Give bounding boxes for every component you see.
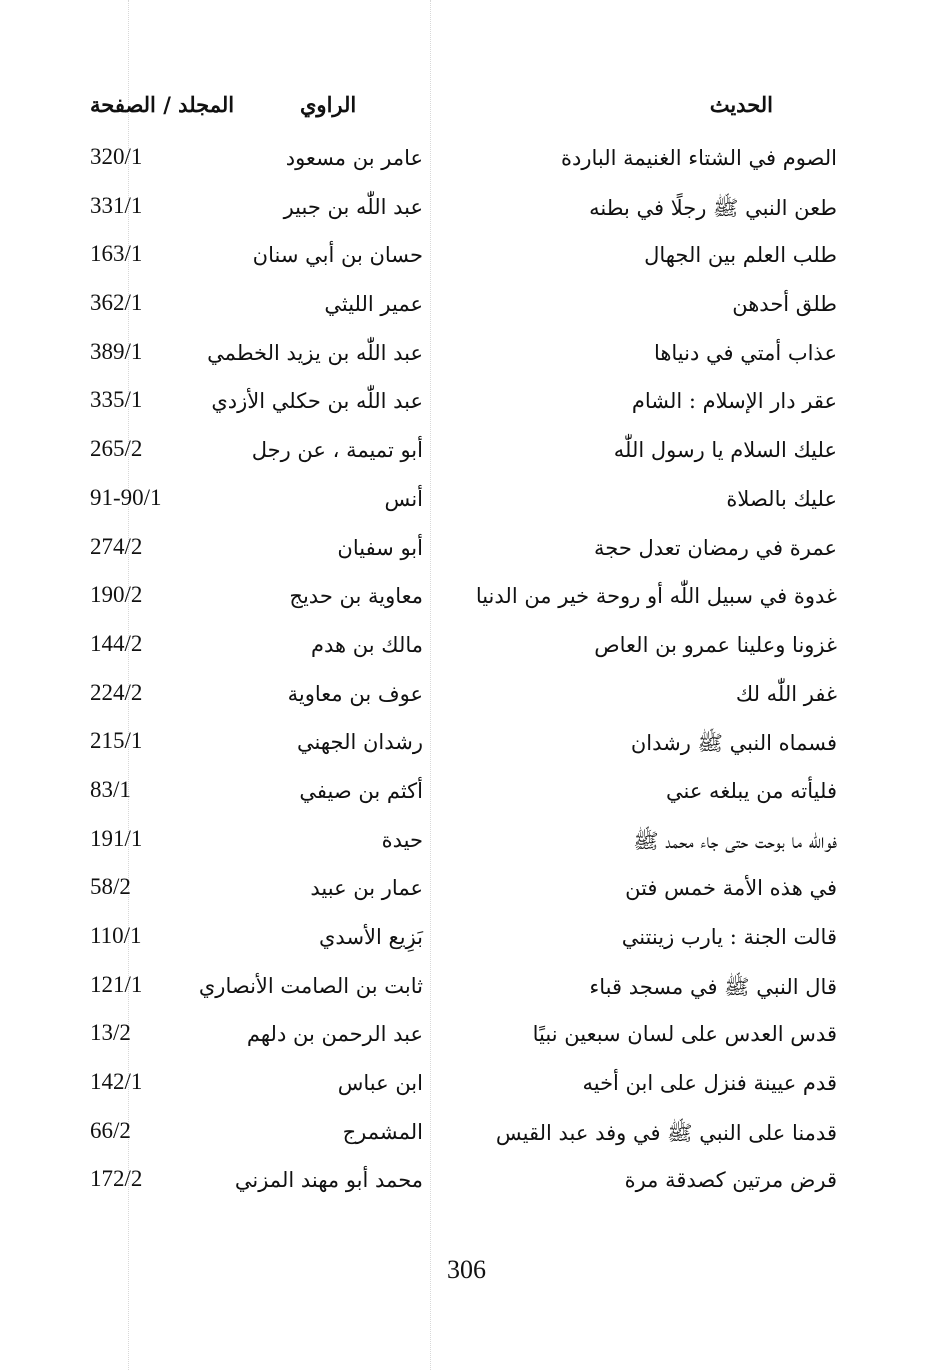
narrator: مالك بن هدم [310,632,423,657]
hadith-text: قدم عيينة فنزل على ابن أخيه [582,1071,837,1096]
table-row [0,627,933,676]
table-row [0,822,933,871]
table-row [0,1016,933,1065]
table-row [0,530,933,579]
narrator: عبد اللّٰه بن يزيد الخطمي [207,340,423,365]
hadith-text: غفر اللّٰه لك [735,681,837,706]
table-row [0,140,933,189]
table-row [0,578,933,627]
narrator: حيدة [381,827,423,852]
narrator: أنس [384,486,423,511]
hadith-text: قالت الجنة : يارب زينتني [621,925,837,949]
table-row [0,968,933,1017]
page-number: 306 [447,1255,486,1284]
volume-page-ref: 144/2 [90,630,143,656]
narrator: رشدان الجهني [297,730,423,755]
volume-page-ref: 265/2 [90,436,143,462]
volume-page-ref: 335/1 [90,387,143,413]
volume-page-ref: 320/1 [90,144,143,169]
narrator: عوف بن معاوية [287,681,423,706]
hadith-text: قدس العدس على لسان سبعين نبيًا [532,1022,837,1047]
table-row [0,724,933,773]
table-row [0,286,933,335]
volume-page-ref: 163/1 [90,241,143,267]
hadith-text: طلب العلم بين الجهال [644,243,837,268]
volume-page-ref: 362/1 [90,290,143,316]
table-row [0,919,933,968]
hadith-text: عقر دار الإسلام : الشام [631,389,837,414]
hadith-text: الصوم في الشتاء الغنيمة الباردة [560,146,837,170]
narrator: بَزِيع الأسدي [319,925,423,949]
table-row [0,870,933,919]
volume-page-ref: 274/2 [90,533,143,559]
hadith-text: عليك السلام يا رسول اللّٰه [613,438,837,463]
narrator: عامر بن مسعود [285,146,423,170]
hadith-text: فواللّٰه ما بوحت حتى جاء محمد ﷺ [633,828,837,853]
table-row [0,676,933,725]
narrator: عبد اللّٰه بن حكلي الأزدي [211,389,423,414]
volume-page-ref: 66/2 [90,1117,131,1143]
table-row [0,335,933,384]
hadith-text: في هذه الأمة خمس فتن [625,876,837,901]
hadith-index-table [0,140,933,1211]
narrator: أبو سفيان [337,535,423,560]
narrator: معاوية بن حديج [289,584,423,609]
narrator: أبو تميمة ، عن رجل [251,438,423,463]
volume-page-ref: 224/2 [90,679,143,705]
hadith-text: غزونا وعلينا عمرو بن العاص [594,632,837,657]
volume-page-ref: 83/1 [90,776,131,802]
hadith-text: قال النبي ﷺ في مسجد قباء [589,974,837,999]
hadith-text: فليأته من يبلغه عني [666,778,837,803]
hadith-text: طلق أحدهن [732,292,837,317]
volume-page-ref: 215/1 [90,728,143,754]
table-row [0,237,933,286]
table-row [0,189,933,238]
hadith-text: قرض مرتين كصدقة مرة [624,1168,837,1193]
narrator: محمد أبو مهند المزني [234,1168,423,1193]
volume-page-ref: 190/2 [90,582,143,608]
header-rawi: الراوي [300,92,357,117]
volume-page-ref: 110/1 [90,923,142,948]
table-header [0,92,933,132]
header-hadith: الحديث [709,92,773,117]
hadith-text: عليك بالصلاة [726,486,837,511]
narrator: حسان بن أبي سنان [252,243,423,268]
narrator: المشمرج [342,1119,423,1144]
narrator: عمير الليثي [324,292,423,317]
hadith-text: عذاب أمتي في دنياها [653,340,837,365]
volume-page-ref: 142/1 [90,1069,143,1095]
table-row [0,773,933,822]
table-row [0,1114,933,1163]
narrator: أكثم بن صيفي [299,778,423,803]
hadith-text: قدمنا على النبي ﷺ في وفد عبد القيس [495,1120,837,1145]
hadith-text: طعن النبي ﷺ رجلًا في بطنه [589,195,837,220]
volume-page-ref: 331/1 [90,192,143,218]
narrator: ابن عباس [337,1071,423,1096]
narrator: عمار بن عبيد [310,876,423,901]
volume-page-ref: 389/1 [90,338,143,364]
volume-page-ref: 172/2 [90,1166,143,1192]
table-row [0,1065,933,1114]
table-row [0,383,933,432]
volume-page-ref: 91-90/1 [90,484,162,510]
narrator: عبد اللّٰه بن جبير [283,194,423,219]
hadith-text: فسماه النبي ﷺ رشدان [630,731,837,756]
hadith-text: غدوة في سبيل اللّٰه أو روحة خير من الدنيا [475,584,837,609]
narrator: ثابت بن الصامت الأنصاري [198,973,423,998]
header-volume-page: المجلد / الصفحة [90,92,235,117]
narrator: عبد الرحمن بن دلهم [246,1022,423,1047]
volume-page-ref: 13/2 [90,1020,131,1046]
table-row [0,1162,933,1211]
volume-page-ref: 191/1 [90,825,143,851]
volume-page-ref: 121/1 [90,971,143,997]
hadith-text: عمرة في رمضان تعدل حجة [594,535,837,560]
table-row [0,481,933,530]
table-row [0,432,933,481]
volume-page-ref: 58/2 [90,874,131,900]
